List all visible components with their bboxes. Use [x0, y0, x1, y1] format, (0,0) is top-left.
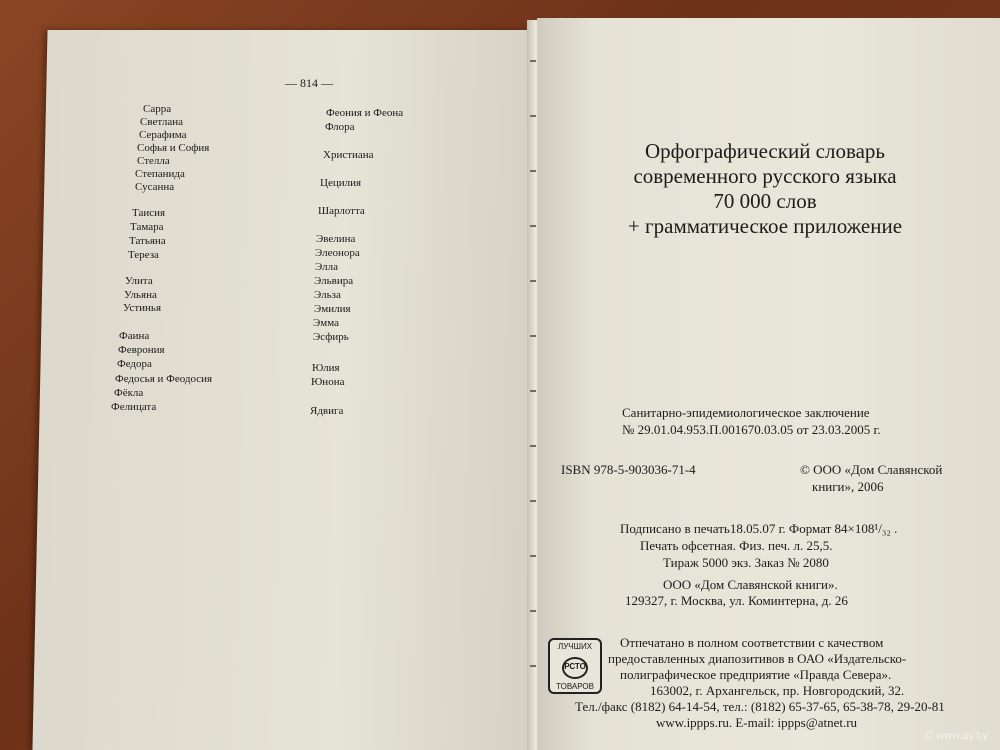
book-title-line: 70 000 слов: [713, 189, 817, 213]
printer-line: www.ippps.ru. E-mail: ippps@atnet.ru: [656, 715, 858, 730]
printer-line: предоставленных диапозитивов в ОАО «Издательско-: [608, 651, 907, 666]
logo-top-text: ЛУЧШИХ: [557, 642, 593, 651]
name-item: Софья и София: [137, 142, 210, 154]
book-title-line: современного русского языка: [633, 164, 897, 188]
name-item: Элла: [315, 261, 338, 273]
publisher-line: 129327, г. Москва, ул. Коминтерна, д. 26: [625, 593, 848, 608]
sanitary-line: № 29.01.04.953.П.001670.03.05 от 23.03.2005 г.: [622, 422, 881, 437]
name-item: Фелицата: [111, 401, 157, 413]
name-item: Эсфирь: [313, 331, 349, 343]
name-item: Фёкла: [114, 387, 144, 399]
copyright-line: книги», 2006: [812, 479, 884, 494]
name-item: Юнона: [311, 376, 345, 388]
name-item: Тереза: [128, 249, 159, 261]
name-item: Тамара: [130, 221, 164, 233]
stitch-mark: [530, 280, 536, 282]
name-item: Эмилия: [314, 303, 351, 315]
sanitary-line: Санитарно-эпидемиологическое заключение: [622, 405, 870, 420]
quality-logo-icon: [548, 638, 602, 694]
stitch-mark: [530, 390, 536, 392]
name-item: Ядвига: [310, 405, 344, 417]
name-item: Элеонора: [315, 247, 360, 259]
name-item: Светлана: [140, 116, 184, 128]
name-item: Ульяна: [124, 289, 157, 301]
name-item: Цецилия: [320, 177, 362, 189]
name-item: Сусанна: [135, 181, 175, 193]
printer-line: 163002, г. Архангельск, пр. Новгородский, 32.: [650, 683, 905, 698]
name-item: Федосья и Феодосия: [115, 373, 213, 385]
left-page: [32, 30, 552, 750]
name-item: Устинья: [123, 302, 162, 314]
logo-bottom-text: ТОВАРОВ: [556, 682, 594, 691]
logo-mid-text: РСТО: [564, 662, 586, 671]
name-item: Серафима: [139, 129, 187, 141]
name-item: Феврония: [118, 344, 165, 356]
print-detail-line: Подписано в печать18.05.07 г. Формат 84×108¹/₃₂ .: [620, 521, 898, 536]
stitch-mark: [530, 610, 536, 612]
copyright-line: © ООО «Дом Славянской: [800, 462, 943, 477]
name-item: Феония и Феона: [326, 107, 404, 119]
publisher-line: ООО «Дом Славянской книги».: [663, 577, 838, 592]
stitch-mark: [530, 335, 536, 337]
name-item: Эмма: [313, 317, 339, 329]
name-item: Улита: [125, 275, 153, 287]
name-item: Юлия: [312, 362, 340, 374]
name-item: Татьяна: [129, 235, 166, 247]
stitch-mark: [530, 665, 536, 667]
name-item: Флора: [325, 121, 355, 133]
stitch-mark: [530, 445, 536, 447]
print-detail-line: Печать офсетная. Физ. печ. л. 25,5.: [640, 538, 833, 553]
stitch-mark: [530, 170, 536, 172]
stitch-mark: [530, 115, 536, 117]
name-item: Эвелина: [316, 233, 356, 245]
name-item: Фаина: [119, 330, 150, 342]
name-item: Христиана: [323, 149, 374, 161]
stitch-mark: [530, 500, 536, 502]
name-item: Таисия: [132, 207, 166, 219]
book-title-line: + грамматическое приложение: [627, 214, 903, 238]
name-item: Сарра: [143, 103, 172, 115]
name-item: Эльза: [314, 289, 341, 301]
page-number: — 814 —: [285, 76, 333, 90]
stitch-mark: [530, 225, 536, 227]
name-item: Эльвира: [314, 275, 354, 287]
name-item: Шарлотта: [318, 205, 365, 217]
stitch-mark: [530, 60, 536, 62]
book-title-line: Орфографический словарь: [644, 139, 886, 163]
isbn: ISBN 978-5-903036-71-4: [561, 462, 696, 477]
watermark: © www.ay.by: [925, 730, 988, 742]
name-item: Федора: [117, 358, 152, 370]
printer-line: Отпечатано в полном соответствии с качеством: [620, 635, 884, 650]
print-detail-line: Тираж 5000 экз. Заказ № 2080: [663, 555, 829, 570]
stitch-mark: [530, 555, 536, 557]
printer-line: Тел./факс (8182) 64-14-54, тел.: (8182) 65-37-65, 65-38-78, 29-20-81: [575, 699, 945, 714]
printer-line: полиграфическое предприятие «Правда Севера».: [620, 667, 892, 682]
name-item: Стелла: [137, 155, 170, 167]
name-item: Степанида: [135, 168, 185, 180]
